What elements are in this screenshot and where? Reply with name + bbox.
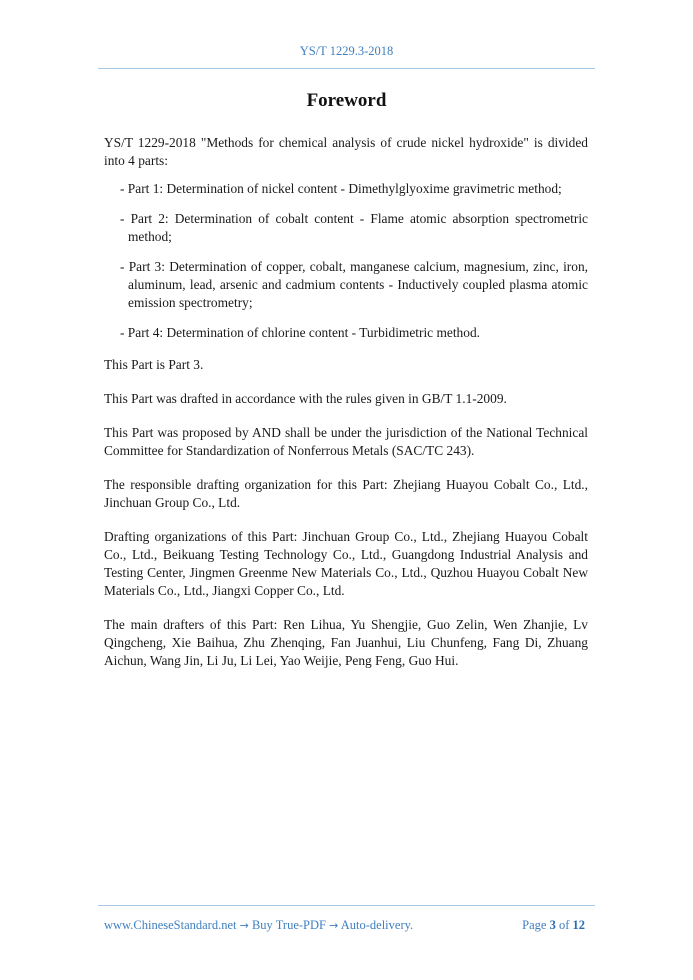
page-title: Foreword [306, 90, 387, 111]
page-indicator [522, 918, 585, 933]
part-list-item: - Part 1: Determination of nickel content - Dimethylglyoxime gravimetric method; [120, 181, 562, 196]
site-link[interactable]: www.ChineseStandard.net [104, 918, 237, 932]
arrow-right-icon: → [329, 919, 339, 932]
page-current: 3 [549, 918, 556, 932]
footer-divider [98, 905, 595, 906]
buy-pdf-link[interactable]: Buy True-PDF [251, 918, 326, 932]
drafting-organizations-statement: Drafting organizations of this Part: Jinchuan Group Co., Ltd., Zhejiang Huayou Cobalt Co., Ltd., Beikuang Testing Technology Co., Ltd., Guangdong Industrial Analysis and Testing Center, Jingmen Greenme New Materials Co., Ltd., Quzhou Huayou Cobalt New Materials Co., Ltd., Jiangxi Copper Co., Ltd. [104, 529, 588, 598]
part-list-item: - Part 2: Determination of cobalt content - Flame atomic absorption spectrometric method; [120, 211, 588, 244]
drafting-rules-statement: This Part was drafted in accordance with the rules given in GB/T 1.1-2009. [104, 391, 507, 406]
jurisdiction-statement: This Part was proposed by AND shall be under the jurisdiction of the National Technical Committee for Standardization of Nonferrous Metals (SAC/TC 243). [104, 425, 588, 458]
page-of-label: of [558, 918, 570, 932]
document-code: YS/T 1229.3-2018 [299, 44, 394, 58]
intro-paragraph: YS/T 1229-2018 "Methods for chemical analysis of crude nickel hydroxide" is divided into 4 parts: [104, 135, 588, 168]
auto-delivery-text: Auto-delivery. [340, 918, 414, 932]
page-total: 12 [572, 918, 585, 932]
part-list-item: - Part 3: Determination of copper, cobalt, manganese calcium, magnesium, zinc, iron, aluminum, lead, arsenic and cadmium contents - Inductively coupled plasma atomic emission spectrometry; [120, 259, 588, 310]
header-divider [98, 68, 595, 69]
part-list-item: - Part 4: Determination of chlorine content - Turbidimetric method. [120, 325, 480, 340]
part-statement: This Part is Part 3. [104, 357, 204, 372]
footer-links [104, 918, 413, 933]
page-label: Page [522, 918, 547, 932]
main-drafters-statement: The main drafters of this Part: Ren Lihua, Yu Shengjie, Guo Zelin, Wen Zhanjie, Lv Qingcheng, Xie Baihua, Zhu Zhenqing, Fan Juanhui, Liu Chunfeng, Fang Di, Zhuang Aichun, Wang Jin, Li Ju, Li Lei, Yao Weijie, Peng Feng, Guo Hui. [104, 617, 588, 668]
arrow-right-icon: → [239, 919, 249, 932]
responsible-organization-statement: The responsible drafting organization for this Part: Zhejiang Huayou Cobalt Co., Ltd., Jinchuan Group Co., Ltd. [104, 477, 588, 510]
foreword-body [104, 134, 588, 686]
